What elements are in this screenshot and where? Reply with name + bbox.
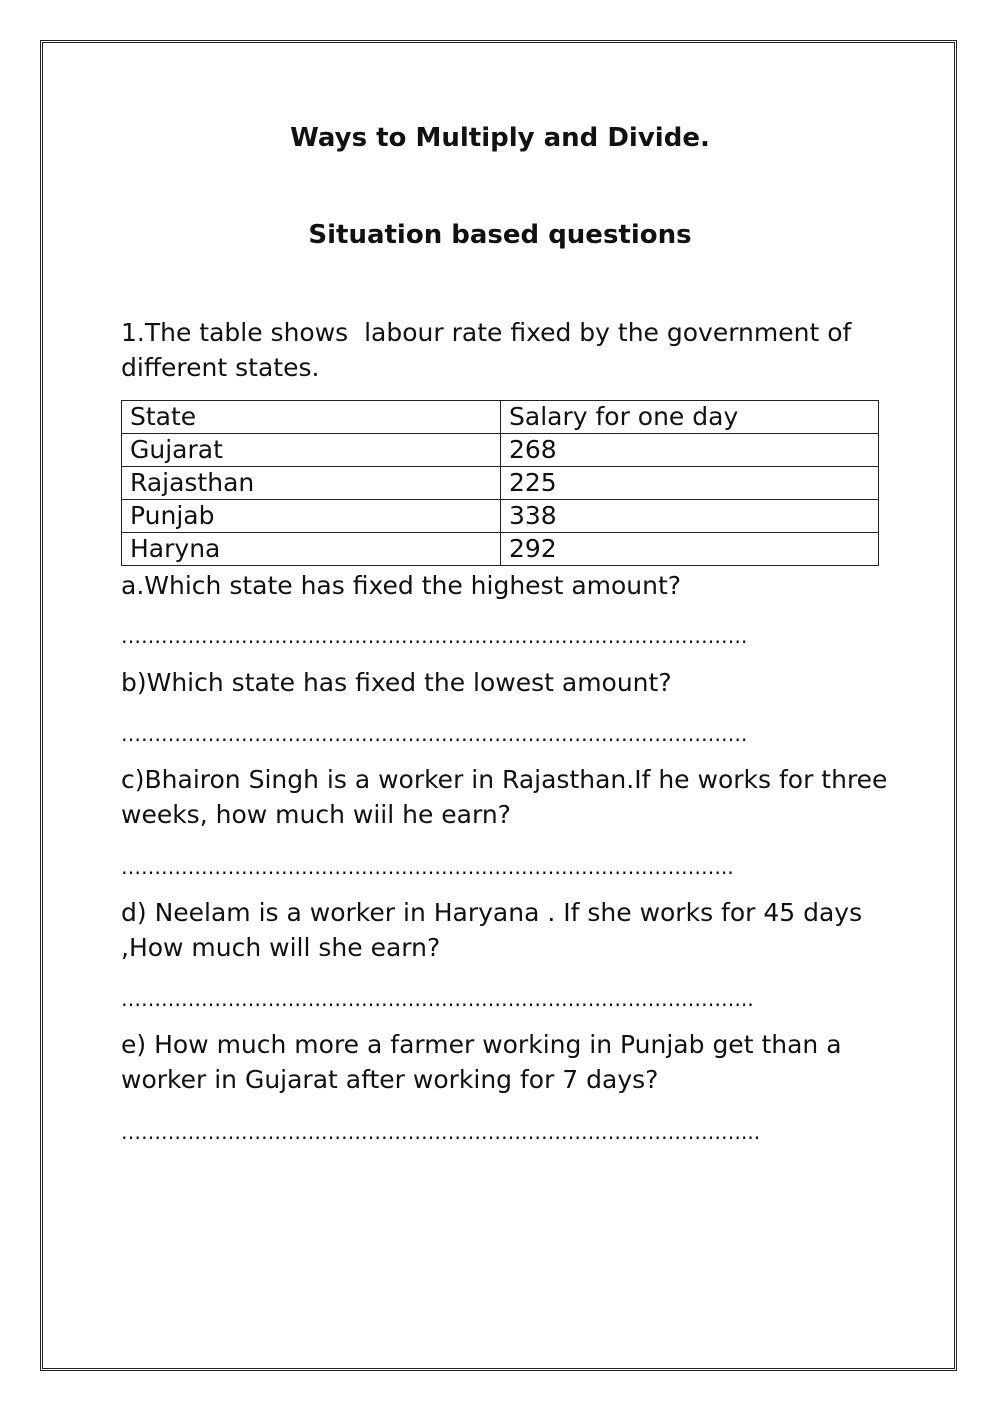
question-d: d) Neelam is a worker in Haryana . If she works for 45 days ,How much will she earn? — [121, 898, 871, 962]
table-row — [122, 533, 879, 566]
table-header-state: State — [122, 401, 501, 434]
table-cell-state: Punjab — [122, 500, 501, 533]
table-cell-state: Rajasthan — [122, 467, 501, 500]
table-cell-state: Haryna — [122, 533, 501, 566]
question-1-intro: 1.The table shows labour rate fixed by the government of different states. — [121, 318, 868, 382]
table-row — [122, 500, 879, 533]
labour-rate-table — [121, 400, 879, 566]
answer-line-e[interactable]: …………………………………………………………………………………... — [121, 1120, 761, 1144]
table-header-row — [122, 401, 879, 434]
table-header-salary: Salary for one day — [501, 401, 879, 434]
question-a: a.Which state has fixed the highest amount? — [121, 571, 682, 600]
answer-line-b[interactable]: …………………………………………………………………………………. — [121, 722, 748, 746]
answer-line-c[interactable]: ……………………………………………………………………………….. — [121, 855, 734, 879]
answer-line-d[interactable]: ………………………………………………………………………………….. — [121, 987, 754, 1011]
table-cell-salary: 338 — [501, 500, 879, 533]
worksheet-subtitle: Situation based questions — [308, 220, 692, 250]
worksheet-title: Ways to Multiply and Divide. — [290, 123, 710, 153]
table-cell-state: Gujarat — [122, 434, 501, 467]
question-b: b)Which state has fixed the lowest amount? — [121, 668, 672, 697]
table-cell-salary: 268 — [501, 434, 879, 467]
question-c: c)Bhairon Singh is a worker in Rajasthan.If he works for three weeks, how much wiil he earn? — [121, 765, 896, 829]
table-row — [122, 467, 879, 500]
table-cell-salary: 225 — [501, 467, 879, 500]
table-row — [122, 434, 879, 467]
table-cell-salary: 292 — [501, 533, 879, 566]
question-e: e) How much more a farmer working in Punjab get than a worker in Gujarat after working for 7 days? — [121, 1030, 850, 1094]
answer-line-a[interactable]: …………………………………………………………………………………. — [121, 624, 748, 648]
